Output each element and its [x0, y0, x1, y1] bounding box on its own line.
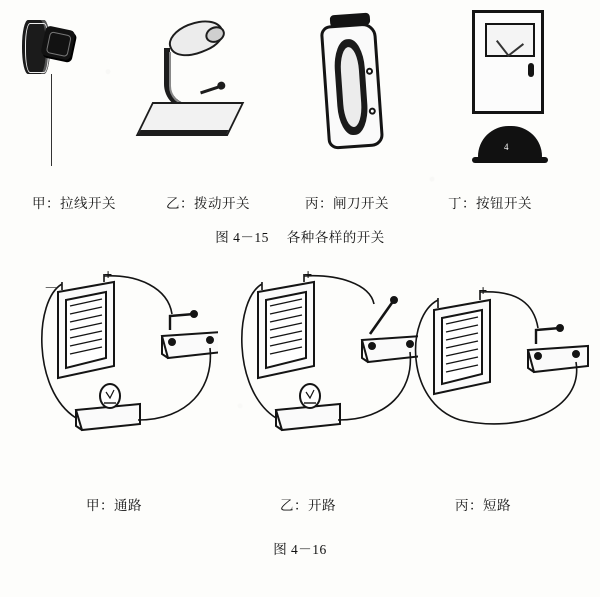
label-push-button-switch: 丁：按钮开关: [448, 196, 532, 211]
caption-number-4-16: 图 4－16: [273, 542, 327, 557]
illustration-pull-cord-switch: [12, 6, 132, 176]
label-open-circuit: 乙：开路: [280, 498, 336, 513]
circuit-closed-circuit: [18, 266, 218, 480]
switch-screw-lower: [369, 107, 376, 114]
battery-plus-sign-2: +: [304, 266, 313, 282]
battery-plus-sign-3: +: [479, 282, 488, 298]
illustration-push-button-switch: [450, 2, 580, 177]
circuit-short-circuit: [400, 270, 600, 480]
circuit-drawing-closed: [18, 270, 218, 480]
label-closed-circuit: 甲：通路: [86, 498, 142, 513]
pull-cord: [51, 74, 52, 166]
label-pull-cord-switch: 甲：拉线开关: [32, 196, 116, 211]
switch-window: [333, 38, 370, 136]
illustration-knife-switch: [300, 8, 420, 178]
circuit-drawing-short: [400, 270, 600, 480]
figure-4-15-illustrations: [0, 0, 600, 211]
lamp-base: [136, 102, 245, 136]
illustration-toggle-switch-lamp: [128, 4, 268, 174]
battery-plus-sign-1: +: [104, 266, 113, 282]
figure-4-16-illustrations: [0, 266, 600, 520]
label-toggle-switch: 乙：拨动开关: [166, 196, 250, 211]
caption-figure-4-16: [0, 538, 600, 558]
battery-minus-sign-1: －: [44, 280, 58, 296]
circuit-open-circuit: [218, 266, 418, 480]
caption-figure-4-15: [0, 226, 600, 246]
door-window-panel: [485, 23, 535, 57]
door: [472, 10, 544, 114]
label-knife-switch: 丙：闸刀开关: [305, 196, 389, 211]
toggle-switch-lever: [200, 85, 222, 95]
switch-screw-upper: [366, 68, 373, 75]
switch-body-knob: [40, 25, 76, 61]
switch-enclosure: [320, 22, 385, 150]
door-handle: [528, 63, 534, 77]
lamp-gooseneck: [164, 48, 190, 110]
push-button-highlight: 4: [504, 142, 509, 152]
label-short-circuit: 丙：短路: [455, 498, 511, 513]
push-button-dome: [478, 126, 542, 160]
caption-number-4-15: 图 4－15: [215, 230, 269, 245]
caption-text-4-15: 各种各样的开关: [286, 230, 385, 245]
circuit-drawing-open: [218, 270, 418, 480]
